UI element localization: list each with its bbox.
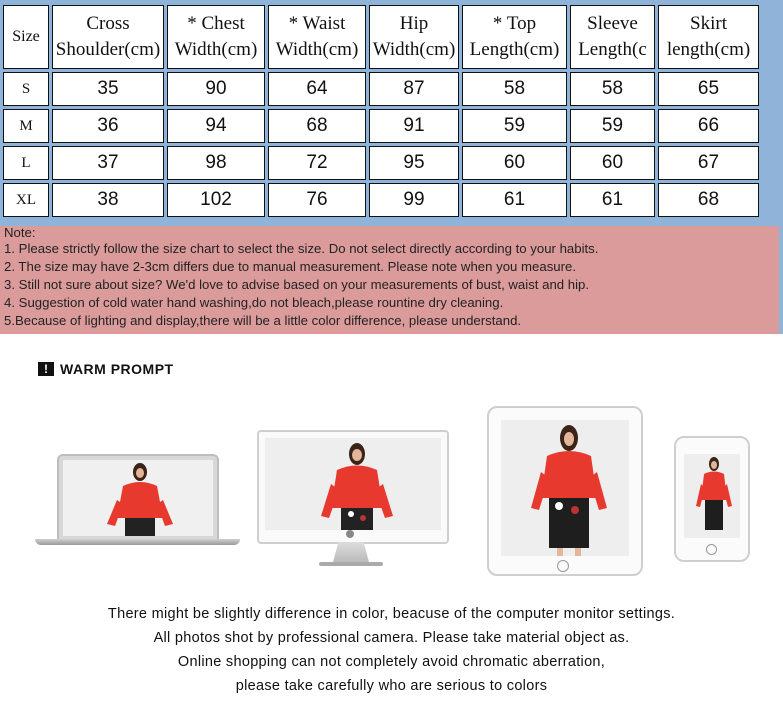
cell-size: XL — [3, 183, 49, 217]
header-waist — [268, 5, 366, 69]
table-row — [3, 146, 759, 180]
table-cell: 38 — [52, 183, 164, 217]
table-cell: 66 — [658, 109, 759, 143]
header-hip — [369, 5, 459, 69]
phone-device — [674, 436, 750, 562]
table-cell: 72 — [268, 146, 366, 180]
color-disclaimer-line: Online shopping can not completely avoid chromatic aberration, — [177, 654, 606, 670]
laptop-base — [35, 539, 240, 545]
table-cell: 35 — [52, 72, 164, 106]
header-label: * Waist — [288, 13, 346, 34]
note-item: 3. Still not sure about size? We'd love to advise based on your measurements of bust, waist and hip. — [4, 277, 590, 292]
table-header-row — [3, 5, 759, 69]
header-size — [3, 5, 49, 69]
table-cell: 37 — [52, 146, 164, 180]
header-label: Shoulder(cm) — [55, 39, 161, 60]
table-cell: 91 — [369, 109, 459, 143]
header-sleeve-length — [570, 5, 655, 69]
header-label: Length(cm) — [469, 39, 560, 60]
model-photo — [63, 460, 213, 536]
header-label: Cross — [86, 13, 130, 34]
model-photo — [684, 454, 740, 538]
warning-icon: ! — [38, 362, 54, 376]
notes-panel — [0, 226, 783, 334]
table-cell: 87 — [369, 72, 459, 106]
table-cell: 59 — [570, 109, 655, 143]
note-item: 5.Because of lighting and display,there will be a little color difference, please understand. — [4, 313, 522, 328]
tablet-device — [487, 406, 643, 576]
table-cell: 60 — [462, 146, 567, 180]
header-label: Hip — [399, 13, 429, 34]
header-label: * Chest — [187, 13, 245, 34]
table-cell: 64 — [268, 72, 366, 106]
color-disclaimer-line: please take carefully who are serious to colors — [235, 678, 548, 694]
table-cell: 90 — [167, 72, 265, 106]
table-cell: 61 — [462, 183, 567, 217]
note-item: 2. The size may have 2-3cm differs due to manual measurement. Please note when you measure. — [4, 259, 577, 274]
cell-size: M — [3, 109, 49, 143]
table-cell: 36 — [52, 109, 164, 143]
monitor-screen — [265, 438, 441, 530]
desktop-monitor-device — [257, 430, 449, 570]
header-label: Width(cm) — [174, 39, 258, 60]
size-table — [0, 2, 762, 220]
header-label: Width(cm) — [275, 39, 359, 60]
header-label: Length(c — [578, 39, 647, 60]
apple-logo-icon — [346, 530, 354, 538]
size-chart — [0, 0, 783, 226]
header-skirt-length — [658, 5, 759, 69]
cell-size: L — [3, 146, 49, 180]
table-row — [3, 72, 759, 106]
color-disclaimer-line: All photos shot by professional camera. Please take material object as. — [153, 630, 630, 646]
header-label: Skirt — [690, 13, 727, 34]
model-photo — [265, 438, 441, 530]
header-label: Width(cm) — [372, 39, 456, 60]
notes-title: Note: — [4, 225, 36, 240]
header-label: length(cm) — [666, 39, 751, 60]
header-label: Size — [12, 28, 40, 45]
warm-prompt-heading — [38, 361, 174, 377]
table-cell: 61 — [570, 183, 655, 217]
table-cell: 65 — [658, 72, 759, 106]
tablet-screen — [501, 420, 629, 556]
table-row — [3, 109, 759, 143]
phone-home-button — [706, 544, 717, 555]
model-photo — [501, 420, 629, 556]
monitor-foot — [319, 562, 383, 566]
tablet-home-button — [557, 560, 569, 572]
monitor-stand — [333, 542, 369, 562]
table-cell: 59 — [462, 109, 567, 143]
table-cell: 68 — [658, 183, 759, 217]
note-item: 4. Suggestion of cold water hand washing,do not bleach,please rountine dry cleaning. — [4, 295, 504, 310]
phone-screen — [684, 454, 740, 538]
table-cell: 67 — [658, 146, 759, 180]
table-cell: 58 — [462, 72, 567, 106]
table-cell: 99 — [369, 183, 459, 217]
laptop-device — [35, 454, 240, 546]
table-cell: 98 — [167, 146, 265, 180]
note-item: 1. Please strictly follow the size chart to select the size. Do not select directly according to your habits. — [4, 241, 599, 256]
header-label: * Top — [492, 13, 537, 34]
table-cell: 95 — [369, 146, 459, 180]
cell-size: S — [3, 72, 49, 106]
header-cross-shoulder — [52, 5, 164, 69]
laptop-screen — [63, 460, 213, 536]
table-cell: 94 — [167, 109, 265, 143]
table-cell: 76 — [268, 183, 366, 217]
table-row — [3, 183, 759, 217]
warm-prompt-title: WARM PROMPT — [60, 361, 174, 377]
table-cell: 60 — [570, 146, 655, 180]
table-cell: 68 — [268, 109, 366, 143]
table-cell: 102 — [167, 183, 265, 217]
color-disclaimer-line: There might be slightly difference in color, beacuse of the computer monitor settings. — [107, 606, 676, 622]
table-cell: 58 — [570, 72, 655, 106]
header-label: Sleeve — [587, 13, 638, 34]
header-top-length — [462, 5, 567, 69]
header-chest — [167, 5, 265, 69]
